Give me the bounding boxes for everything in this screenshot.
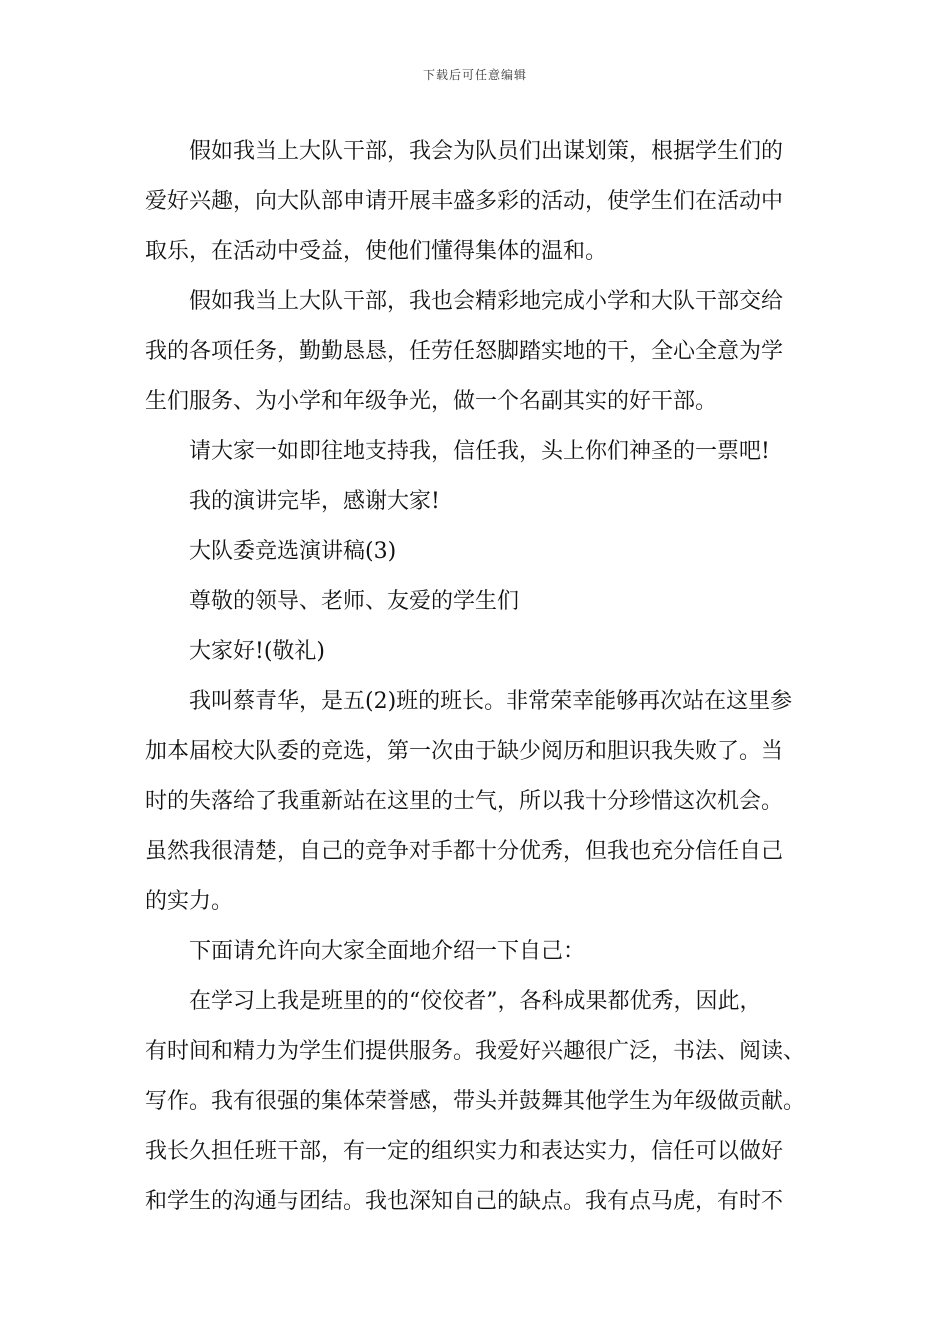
paragraph (145, 527, 810, 577)
paragraph (145, 427, 810, 477)
paragraph (145, 627, 810, 677)
paragraph (145, 127, 810, 277)
paragraph-line: 下面请允许向大家全面地介绍一下自己： (189, 939, 586, 964)
paragraph-line: 爱好兴趣，向大队部申请开展丰盛多彩的活动，使学生们在活动中 (145, 189, 784, 214)
paragraph-line: 请大家一如即往地支持我，信任我，头上你们神圣的一票吧! (189, 439, 770, 464)
paragraph-line: 的实力。 (145, 889, 234, 914)
paragraph-line: 时的失落给了我重新站在这里的士气，所以我十分珍惜这次机会。 (145, 789, 784, 814)
paragraph-line: 取乐，在活动中受益，使他们懂得集体的温和。 (145, 239, 608, 264)
paragraph-line: 尊敬的领导、老师、友爱的学生们 (189, 589, 520, 614)
paragraph (145, 977, 810, 1227)
paragraph-line: 我的各项任务，勤勤恳恳，任劳任怒脚踏实地的干，全心全意为学 (145, 339, 784, 364)
document-body (145, 127, 810, 1227)
paragraph-line: 大队委竞选演讲稿(3) (189, 539, 397, 564)
paragraph-line: 我的演讲完毕，感谢大家! (189, 489, 440, 514)
paragraph-line: 我长久担任班干部，有一定的组织实力和表达实力，信任可以做好 (145, 1139, 784, 1164)
paragraph-line: 和学生的沟通与团结。我也深知自己的缺点。我有点马虎，有时不 (145, 1189, 784, 1214)
paragraph-line: 有时间和精力为学生们提供服务。我爱好兴趣很广泛，书法、阅读、 (145, 1039, 806, 1064)
paragraph-line: 假如我当上大队干部，我会为队员们出谋划策，根据学生们的 (189, 139, 784, 164)
paragraph-line: 假如我当上大队干部，我也会精彩地完成小学和大队干部交给 (189, 289, 784, 314)
paragraph-line: 虽然我很清楚，自己的竞争对手都十分优秀，但我也充分信任自己 (145, 839, 784, 864)
paragraph (145, 477, 810, 527)
paragraph (145, 677, 810, 927)
paragraph-line: 大家好!(敬礼) (189, 639, 326, 664)
paragraph (145, 927, 810, 977)
paragraph-line: 在学习上我是班里的的“佼佼者”，各科成果都优秀，因此， (189, 989, 762, 1014)
paragraph (145, 577, 810, 627)
paragraph-line: 加本届校大队委的竞选，第一次由于缺少阅历和胆识我失败了。当 (145, 739, 784, 764)
paragraph-line: 写作。我有很强的集体荣誉感，带头并鼓舞其他学生为年级做贡献。 (145, 1089, 806, 1114)
page-header: 下载后可任意编辑 (422, 68, 527, 82)
paragraph (145, 277, 810, 427)
paragraph-line: 我叫蔡青华，是五(2)班的班长。非常荣幸能够再次站在这里参 (189, 689, 793, 714)
paragraph-line: 生们服务、为小学和年级争光，做一个名副其实的好干部。 (145, 389, 718, 414)
